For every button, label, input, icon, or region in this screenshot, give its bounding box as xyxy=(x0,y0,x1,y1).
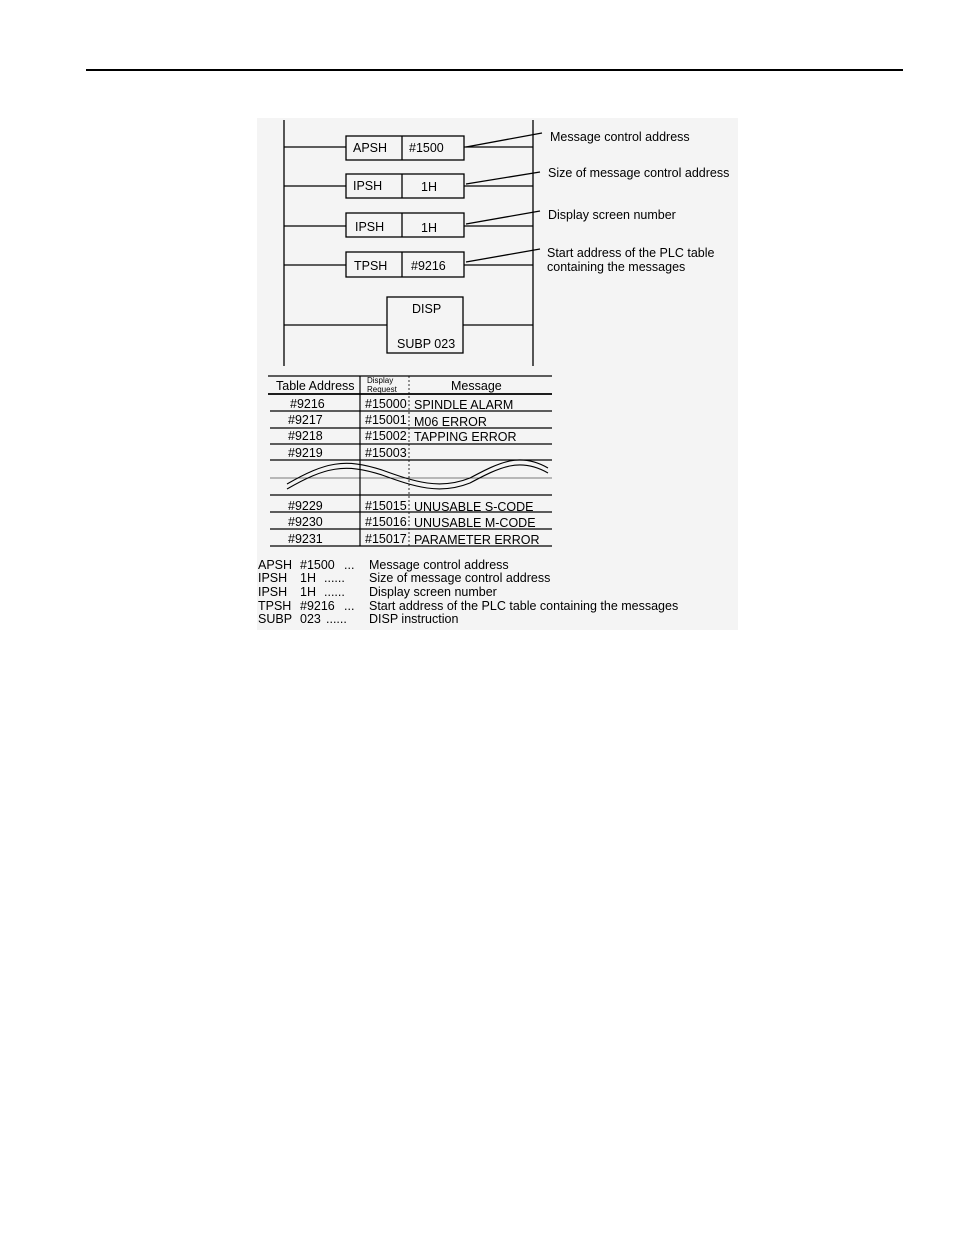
row-1-request: #15000 xyxy=(365,397,407,411)
legend-1-op: APSH xyxy=(258,558,293,572)
header-table-address: Table Address xyxy=(276,379,355,393)
rung-1-operand: #1500 xyxy=(409,141,444,155)
callout-labels xyxy=(547,130,729,274)
row-3-address: #9218 xyxy=(288,429,323,443)
legend-2-desc: Size of message control address xyxy=(369,571,551,585)
legend-4-dots: ... xyxy=(344,599,355,613)
legend-2-op: IPSH xyxy=(258,571,288,585)
header-display-request-line1: Display xyxy=(367,376,394,385)
legend-5-operand: 023 xyxy=(300,612,321,626)
callout-pointer xyxy=(466,211,540,224)
disp-block-name: DISP xyxy=(412,302,442,316)
legend-3-operand: 1H xyxy=(300,585,316,599)
header-message: Message xyxy=(451,379,502,393)
ladder-labels xyxy=(353,141,455,351)
callout-size-of-address: Size of message control address xyxy=(548,166,730,180)
rung-3-operand: 1H xyxy=(421,221,437,235)
row-2-address: #9217 xyxy=(288,413,323,427)
legend-1-dots: ... xyxy=(344,558,355,572)
callout-pointer xyxy=(466,133,542,147)
legend-4-operand: #9216 xyxy=(300,599,335,613)
row-4-request: #15003 xyxy=(365,446,407,460)
rung-ipsh-size xyxy=(284,172,540,198)
rung-3-op: IPSH xyxy=(355,220,385,234)
legend-2-operand: 1H xyxy=(300,571,316,585)
row-5-message: UNUSABLE S-CODE xyxy=(414,500,534,514)
legend-1-operand: #1500 xyxy=(300,558,335,572)
row-6-address: #9230 xyxy=(288,515,323,529)
row-5-request: #15015 xyxy=(365,499,407,513)
legend-1-desc: Message control address xyxy=(369,558,509,572)
callout-message-control-address: Message control address xyxy=(550,130,690,144)
callout-start-address-line2: containing the messages xyxy=(547,260,686,274)
table-break-waves xyxy=(287,460,548,489)
row-6-request: #15016 xyxy=(365,515,407,529)
row-1-message: SPINDLE ALARM xyxy=(414,398,514,412)
row-7-address: #9231 xyxy=(288,532,323,546)
legend-3-dots: ...... xyxy=(324,585,345,599)
header-display-request-line2: Request xyxy=(367,385,397,394)
row-4-address: #9219 xyxy=(288,446,323,460)
row-3-request: #15002 xyxy=(365,429,407,443)
legend-2-dots: ...... xyxy=(324,571,345,585)
legend-5-desc: DISP instruction xyxy=(369,612,459,626)
rung-4-operand: #9216 xyxy=(411,259,446,273)
rung-2-operand: 1H xyxy=(421,180,437,194)
row-1-address: #9216 xyxy=(290,397,325,411)
legend-4-desc: Start address of the PLC table containing the messages xyxy=(369,599,679,613)
disp-block-subp: SUBP 023 xyxy=(397,337,456,351)
legend-5-op: SUBP xyxy=(258,612,293,626)
callout-start-address-line1: Start address of the PLC table xyxy=(547,246,715,260)
message-table xyxy=(268,376,552,547)
callout-display-screen-number: Display screen number xyxy=(548,208,676,222)
callout-pointer xyxy=(466,172,540,184)
legend-3-desc: Display screen number xyxy=(369,585,497,599)
row-5-address: #9229 xyxy=(288,499,323,513)
legend xyxy=(258,558,678,626)
rung-1-op: APSH xyxy=(353,141,388,155)
row-2-message: M06 ERROR xyxy=(414,415,487,429)
row-7-message: PARAMETER ERROR xyxy=(414,533,540,547)
callout-pointer xyxy=(466,249,540,262)
legend-5-dots: ...... xyxy=(326,612,347,626)
rung-4-op: TPSH xyxy=(354,259,388,273)
rung-ipsh-screen xyxy=(284,211,540,237)
row-7-request: #15017 xyxy=(365,532,407,546)
legend-4-op: TPSH xyxy=(258,599,292,613)
ladder-diagram xyxy=(284,120,542,366)
legend-3-op: IPSH xyxy=(258,585,288,599)
row-3-message: TAPPING ERROR xyxy=(414,430,517,444)
row-2-request: #15001 xyxy=(365,413,407,427)
rung-2-op: IPSH xyxy=(353,179,383,193)
row-6-message: UNUSABLE M-CODE xyxy=(414,516,536,530)
